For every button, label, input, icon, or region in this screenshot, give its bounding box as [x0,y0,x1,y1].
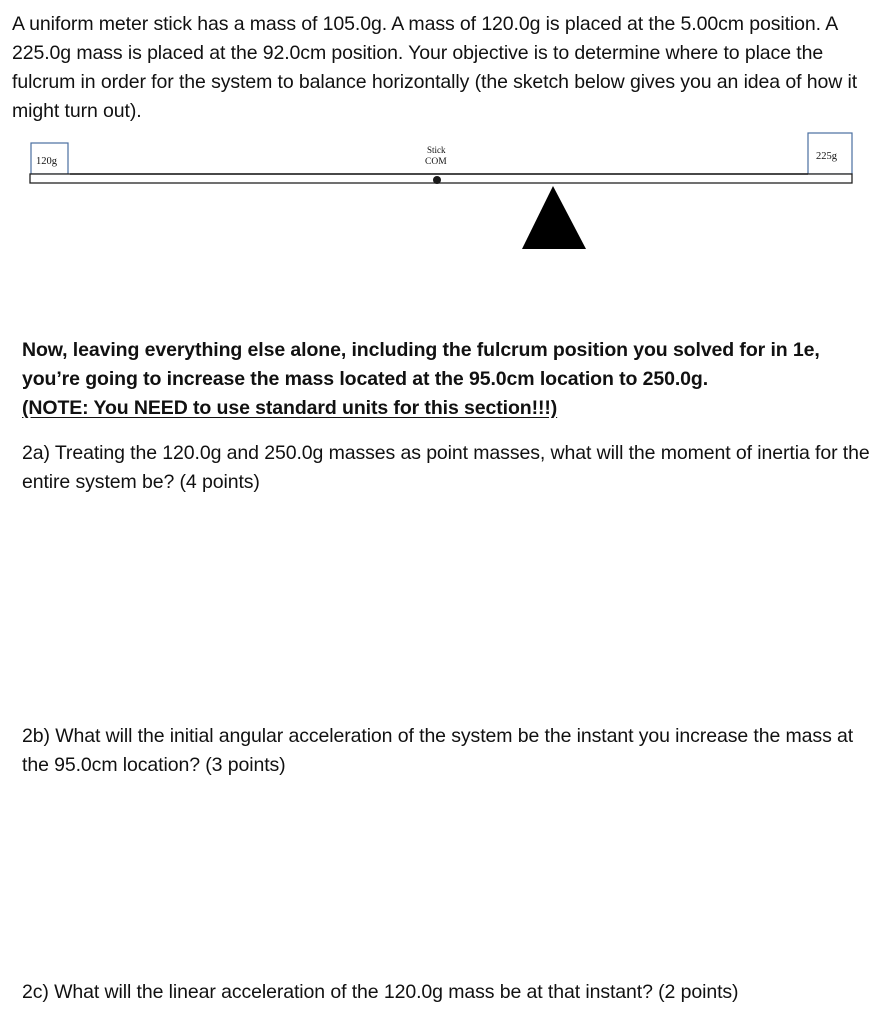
question-2b: 2b) What will the initial angular acceleration of the system be the instant you increase the mass at the 95.0cm location? (3 points) [22,725,854,776]
question-2a: 2a) Treating the 120.0g and 250.0g masses as point masses, what will the moment of inertia for the entire system be? (4 points) [22,442,870,493]
left-mass-label: 120g [36,156,57,167]
stick-label: Stick [427,145,446,155]
fulcrum-triangle [522,186,586,249]
right-mass-label: 225g [816,151,837,162]
question-2c: 2c) What will the linear acceleration of the 120.0g mass be at that instant? (2 points) [22,981,739,1003]
meter-stick [30,174,852,183]
balance-sketch [0,0,894,260]
left-mass-box [31,143,68,174]
section-2-heading [22,336,882,423]
com-label: COM [425,157,447,167]
section-2-intro: Now, leaving everything else alone, including the fulcrum position you solved for in 1e, you’re going to increase the mass located at the 95.0cm location to 250.0g. [22,339,820,390]
com-dot [433,176,441,184]
standard-units-note: (NOTE: You NEED to use standard units for this section!!!) [22,397,558,419]
problem-intro: A uniform meter stick has a mass of 105.0g. A mass of 120.0g is placed at the 5.00cm position. A 225.0g mass is placed at the 92.0cm position. Your objective is to determine where to place the fulcrum in order for the system to balance horizontally (the sketch below gives you an idea of how it might turn out). [12,13,858,122]
right-mass-box [808,133,852,174]
